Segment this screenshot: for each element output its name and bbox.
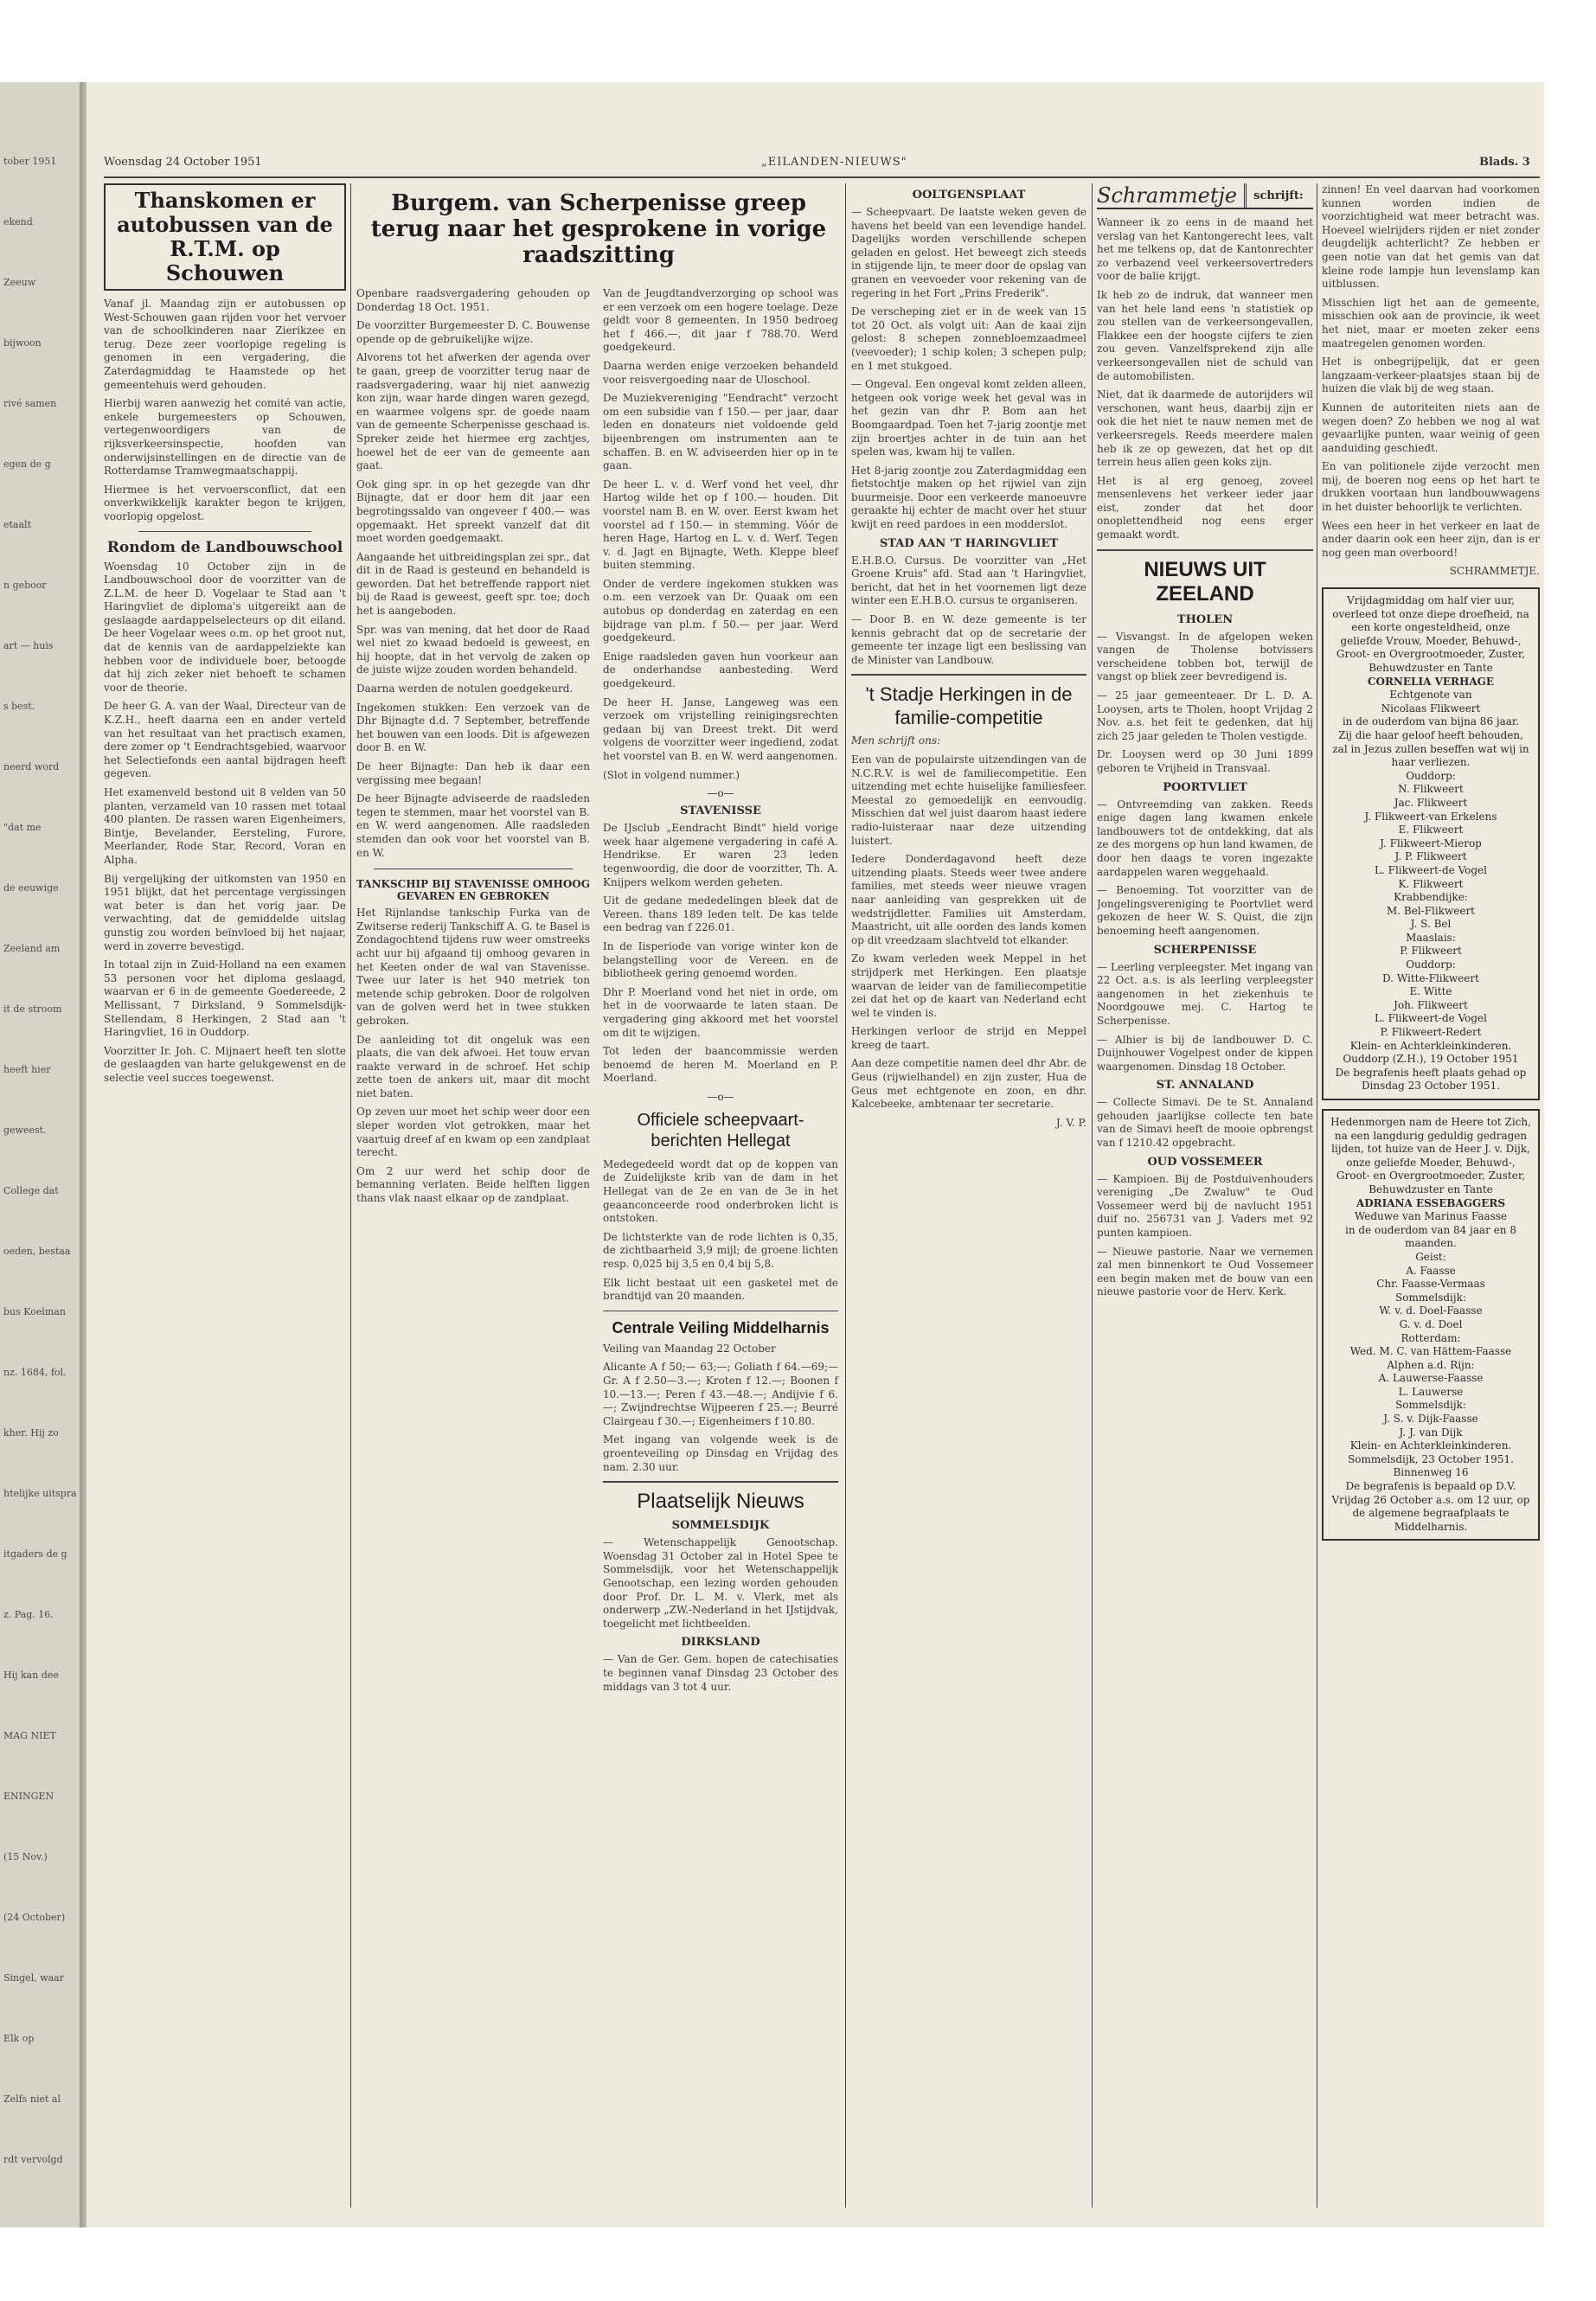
header-date: Woensdag 24 October 1951 bbox=[104, 156, 262, 169]
notice-line: W. v. d. Doel-Faasse bbox=[1379, 1304, 1483, 1317]
notice-line: Sommelsdijk, 23 October 1951. bbox=[1348, 1452, 1514, 1465]
edge-text-fragment: bijwoon bbox=[3, 337, 42, 349]
poortvliet-body bbox=[1097, 798, 1313, 939]
article-paragraph: Daarna werden de notulen goedgekeurd. bbox=[356, 683, 574, 695]
edge-text-fragment: etaalt bbox=[3, 519, 31, 530]
notice-line: De begrafenis heeft plaats gehad op Dinsdag 23 October 1951. bbox=[1335, 1066, 1527, 1093]
column-rule bbox=[1092, 183, 1093, 2208]
notice-line: Echtgenote van bbox=[1389, 689, 1472, 702]
edge-text-fragment: bus Koelman bbox=[3, 1306, 66, 1317]
article-paragraph: Ik heb zo de indruk, dat wanneer men van het hele land eens 'n statistiek op zou stellen van de verkeersongevallen, Flakkee een der hoogste cijfers te zien zou geven. Vanzelfsprekend zijn alle verkeersongevallen niet de schuld van de automobilisten. bbox=[1097, 288, 1313, 382]
article-paragraph: Aan deze competitie namen deel dhr Abr. de Geus (rijwielhandel) en zijn zuster, Hua de Geus met echtgenote en zoon, en dhr. Kalcebeeke, ambtenaar ter secretarie. bbox=[851, 1057, 1086, 1111]
article-paragraph: — Door B. en W. deze gemeente is ter kennis gebracht dat op de secretarie der gemeente ter inzage ligt een beslissing van de Minister van Landbouw. bbox=[851, 613, 1086, 666]
notice-line: G. v. d. Doel bbox=[1399, 1317, 1463, 1330]
article-paragraph: Iedere Donderdagavond heeft deze uitzending plaats. Steeds weer twee andere families, met steeds weer nieuwe vragen naar aanleiding van gesprekken uit de wedstrijdletter. Families uit Amsterdam, Maastricht, uit alle oorden des lands komen op dit vreedzaam slachtveld tot elkander. bbox=[851, 853, 1086, 946]
article-paragraph: Op zeven uur moet het schip weer door een sleper worden vlot getrokken, maar het vaartuig dreef af en kwam op een zandplaat terecht. bbox=[356, 1106, 590, 1159]
stad-heading: STAD AAN 'T HARINGVLIET bbox=[879, 536, 1059, 550]
article-paragraph: Dhr P. Moerland vond het niet in orde, om het in de voorwaarde te laten staan. De vergadering ging akkoord met het voorstel om dit te wijzigen. bbox=[603, 985, 838, 1039]
section-divider bbox=[603, 1481, 838, 1483]
edge-text-fragment: Zelfs niet al bbox=[3, 2093, 61, 2105]
article-paragraph: Spr. was van mening, dat het door de Raad wel niet zo kwaad bedoeld is geweest, en hij hoopte, dat in het vervolg de zaken op de juiste wijze zouden worden behandeld. bbox=[356, 623, 590, 676]
notice-line: Klein- en Achterkleinkinderen. bbox=[1349, 1039, 1512, 1052]
article-paragraph: En van politionele zijde verzocht men mij, de boeren nog eens op het hart te drukken voortaan hun landbouwwagens in het duister behoorlijk te verlichten. bbox=[1322, 460, 1540, 514]
notice-line: N. Flikweert bbox=[1398, 783, 1464, 796]
notice-line: Binnenweg 16 bbox=[1393, 1466, 1469, 1479]
column-5 bbox=[1322, 183, 1540, 2208]
veiling-headline: Centrale Veiling Middelharnis bbox=[612, 1318, 830, 1336]
landbouwschool-headline: Rondom de Landbouwschool bbox=[106, 538, 343, 556]
notice-line: Ouddorp (Z.H.), 19 October 1951 bbox=[1343, 1053, 1519, 1066]
notice-line: Jac. Flikweert bbox=[1394, 796, 1468, 809]
edge-text-fragment: Elk op bbox=[3, 2033, 35, 2044]
article-paragraph: De heer H. Janse, Langeweg was een verzoek om vrijstelling reinigingsrechten gedaan bij van Dreest trekt. Dit werd volgens de voorzitter weer ingediend, zodat het voorstel van B. en W. werd aangenomen. bbox=[603, 695, 838, 762]
article-paragraph: Niet, dat ik daarmede de autorijders wil verschonen, want heus, daarbij zijn er ook die het niet te nauw nemen met de verkeersregels. Reeds meerdere malen heb ik ze op gewezen, dat het op dit terrein heus allen geen koks zijn. bbox=[1097, 388, 1313, 469]
article-paragraph: Woensdag 10 October zijn in de Landbouwschool door de voorzitter van de Z.L.M. de heer D. Vogelaar te Stad aan 't Haringvliet de diploma's uitgereikt aan de geslaagde aardappelselecteurs op dit eiland. De heer Vogelaar wees o.m. op het groot nut, dat de kennis van de aardappelziekte kan hebben voor de individuele boer, betoogde dat hij zich zeker niet behoeft te schamen voor de theorie. bbox=[104, 560, 346, 694]
article-paragraph: — Visvangst. In de afgelopen weken vangen de Tholense botvissers verscheidene tobben bot, terwijl de vangst op bliek zeer bevredigend is. bbox=[1097, 630, 1313, 683]
article-paragraph: — Benoeming. Tot voorzitter van de Jongelingsvereniging te Poortvliet werd gekozen de heer W. S. Quist, die zijn benoeming heeft aangenomen. bbox=[1097, 884, 1313, 937]
edge-text-fragment: art — huis bbox=[3, 640, 54, 651]
separator: —o— bbox=[707, 787, 734, 800]
schrammetje-title: Schrammetje bbox=[1097, 183, 1247, 208]
notice-line: Zij die haar geloof heeft behouden, zal in Jezus zullen beseffen wat wij in haar verliezen. bbox=[1332, 728, 1529, 769]
rtm-headline: Thanskomen er autobussen van de R.T.M. op Schouwen bbox=[117, 188, 333, 285]
article-paragraph: Om 2 uur werd het schip door de bemanning verlaten. Beide helften liggen thans vlak naast elkaar op de zandplaat. bbox=[356, 1164, 590, 1205]
notice-line: A. Lauwerse-Faasse bbox=[1378, 1372, 1484, 1385]
article-paragraph: Dr. Looysen werd op 30 Juni 1899 geboren te Vrijheid in Transvaal. bbox=[1097, 748, 1313, 774]
article-paragraph: De Muziekvereniging "Eendracht" verzocht om een subsidie van f 150.— per jaar, daar leden en donateurs niet voldoende geld bijeenbrengen om instrumenten aan te schaffen. B. en W. adviseerden hier op in te gaan. bbox=[603, 392, 838, 472]
oltgensplaat-heading: OOLTGENSPLAAT bbox=[912, 189, 1026, 202]
edge-text-fragment: s best. bbox=[3, 701, 35, 712]
column-2 bbox=[356, 183, 841, 2208]
family-byline: Men schrijft ons: bbox=[851, 734, 941, 747]
article-paragraph: Enige raadsleden gaven hun voorkeur aan de onderhandse aanbesteding. Werd goedgekeurd. bbox=[603, 650, 838, 690]
article-paragraph: Tot leden der baancommissie werden benoemd de heren M. Moerland en P. Moerland. bbox=[603, 1045, 838, 1085]
veiling-line: Alicante A f 50;— 63;—; Goliath f 64.—69;— Gr. A f 2.50—3.—; Kroten f 12.—; Boonen f 10.—13.—; Peren f 43.—48.—; Andijvie f 6.—; Zwijndrechtse Wijpeeren f 25.—; Beurré Clairgeau f 30.—; Eigenheimers f 10.80. bbox=[603, 1361, 838, 1427]
article-paragraph: De verscheping ziet er in de week van 15 tot 20 Oct. als volgt uit: Aan de kaai zijn gelost: 8 schepen zonnebloemzaadmeel (veevoeder); 1 schip kolen; 3 schepen pulp; en 1 met stukgoed. bbox=[851, 305, 1086, 372]
notice-line: Sommelsdijk: bbox=[1395, 1399, 1466, 1412]
article-paragraph: Het is al erg genoeg, zoveel mensenlevens het verkeer ieder jaar eist, zonder dat het door onoplettendheid nog eens erger gemaakt wordt. bbox=[1097, 474, 1313, 542]
edge-text-fragment: MAG NIET bbox=[3, 1730, 56, 1741]
article-paragraph: — Collecte Simavi. De te St. Annaland gehouden jaarlijkse collecte ten bate van de Simavi heeft de mooie opbrengst van f 1210.42 opgebracht. bbox=[1097, 1096, 1313, 1150]
article-paragraph: Elk licht bestaat uit een gasketel met de brandtijd van 20 maanden. bbox=[603, 1276, 838, 1303]
dirksland-heading: DIRKSLAND bbox=[681, 1636, 760, 1650]
notice-line: in de ouderdom van 84 jaar en 8 maanden. bbox=[1345, 1223, 1516, 1250]
vossemeer-heading: OUD VOSSEMEER bbox=[1147, 1155, 1263, 1169]
header-page-number: Blads. 3 bbox=[1479, 156, 1530, 169]
article-paragraph: De heer Bijnagte adviseerde de raadsleden tegen te stemmen, maar het voorstel van B. en W. werd aangenomen. Alle raadsleden stemden dan ook voor het voorstel van B. en W. bbox=[356, 792, 590, 859]
header-rule bbox=[104, 176, 1540, 178]
notice-line: M. Bel-Flikweert bbox=[1386, 904, 1476, 917]
separator: —o— bbox=[707, 1090, 734, 1103]
article-paragraph: Voorzitter Ir. Joh. C. Mijnaert heeft ten slotte de geslaagden van harte gelukgewenst en de selectie veel succes toegewenst. bbox=[104, 1044, 346, 1084]
article-paragraph: Wees een heer in het verkeer en laat de ander daarin ook een heer zijn, dan is er nog geen man overboord! bbox=[1322, 519, 1540, 559]
edge-text-fragment: itgaders de g bbox=[3, 1548, 67, 1560]
column-2a bbox=[356, 287, 590, 1211]
article-paragraph: — Ontvreemding van zakken. Reeds enige dagen lang kwamen enkele landbouwers tot de ontdekking, dat als ze des morgens op hun land kwamen, de door hen daags te voren ingezakte aardappelen waren weggehaald. bbox=[1097, 798, 1313, 878]
notice-line: J. Flikweert-Mierop bbox=[1380, 836, 1482, 849]
notice-line: Krabbendijke: bbox=[1394, 891, 1468, 904]
notice-line: Chr. Faasse-Vermaas bbox=[1376, 1278, 1485, 1291]
edge-text-fragment: de eeuwige bbox=[3, 882, 59, 894]
veiling-line: Met ingang van volgende week is de groenteveiling op Dinsdag en Vrijdag des nam. 2.30 uur. bbox=[603, 1433, 838, 1473]
article-paragraph: Vanaf jl. Maandag zijn er autobussen op West-Schouwen gaan rijden voor het vervoer van de schoolkinderen naar Zierikzee en terug. Deze zeer voorlopige regeling is genomen in een vergadering, die Zaterdagmiddag te Haamstede op het gemeentehuis werd gehouden. bbox=[104, 298, 346, 391]
notice-line: J. P. Flikweert bbox=[1394, 850, 1467, 863]
notice-line: Ouddorp: bbox=[1406, 769, 1456, 782]
article-paragraph: Het examenveld bestond uit 8 velden van 50 planten, verzameld van 10 rassen met totaal 400 planten. De rassen waren Eigenheimers, Bintje, Bevelander, Eersteling, Furore, Meerlander, Rode Star, Record, Voran en Alpha. bbox=[104, 786, 346, 866]
article-paragraph: In de Iisperiode van vorige winter kon de belangstelling voor de Vereen. en de bibliotheek gering genoemd worden. bbox=[603, 939, 838, 980]
article-paragraph: — Nieuwe pastorie. Naar we vernemen zal men binnenkort te Oud Vossemeer een begin maken met de bouw van een nieuwe pastorie voor de Herv. Kerk. bbox=[1097, 1245, 1313, 1298]
column-rule bbox=[845, 183, 846, 2208]
article-paragraph: — Van de Ger. Gem. hopen de catechisaties te beginnen vanaf Dinsdag 23 October des middags van 3 tot 4 uur. bbox=[603, 1653, 838, 1693]
notice-line: J. S. v. Dijk-Faasse bbox=[1383, 1413, 1478, 1426]
article-paragraph: De heer Bijnagte: Dan heb ik daar een vergissing mee begaan! bbox=[356, 760, 590, 786]
article-paragraph: Aangaande het uitbreidingsplan zei spr., dat dit in de Raad is gesteund en behandeld is geworden. Dat het betreffende rapport niet bij de Raad is geweest, geeft spr. toe; doch het is aangeboden. bbox=[356, 550, 590, 618]
notice-line: K. Flikweert bbox=[1398, 877, 1464, 890]
stavenisse-heading: STAVENISSE bbox=[680, 804, 761, 818]
sommelsdijk-heading: SOMMELSDIJK bbox=[671, 1519, 770, 1533]
notice-line: Joh. Flikweert bbox=[1394, 998, 1468, 1011]
edge-text-fragment: Hij kan dee bbox=[3, 1670, 59, 1681]
family-competitie-headline: 't Stadje Herkingen in de familie-competitie bbox=[865, 683, 1073, 729]
article-paragraph: Een van de populairste uitzendingen van de N.C.R.V. is wel de familiecompetitie. Een uitzending met echte huiselijke familiesfeer. Meestal zo gemoedelijk en eenvoudig. Misschien dat wel juist daarom haast iedere radio-luisteraar naar deze uitzending luistert. bbox=[851, 753, 1086, 847]
annaland-heading: ST. ANNALAND bbox=[1156, 1079, 1254, 1093]
left-page-edge bbox=[0, 82, 87, 2227]
notice-line: L. Flikweert-de Vogel bbox=[1375, 863, 1487, 876]
section-divider bbox=[374, 868, 573, 869]
article-paragraph: Het is onbegrijpelijk, dat er geen langzaam-verkeer-plaatsjes staan bij de huizen die vlak bij de weg staan. bbox=[1322, 356, 1540, 395]
scherpenisse-heading: SCHERPENISSE bbox=[1153, 943, 1257, 957]
edge-text-fragment: Zeeuw bbox=[3, 277, 36, 288]
schrammetje-label: schrijft: bbox=[1253, 189, 1304, 202]
edge-text-fragment: nz. 1684, fol. bbox=[3, 1367, 67, 1378]
plaatselijk-headline: Plaatselijk Nieuws bbox=[637, 1490, 804, 1514]
edge-text-fragment: htelijke uitspra bbox=[3, 1488, 77, 1499]
notice-line: J. Flikweert-van Erkelens bbox=[1364, 810, 1497, 823]
edge-text-fragment: z. Pag. 16. bbox=[3, 1609, 54, 1620]
schrammetje-signature: SCHRAMMETJE. bbox=[1449, 565, 1540, 578]
article-paragraph: Kunnen de autoriteiten niets aan de wegen doen? Zo hebben we nog al wat gevaarlijke punten, waar weinig of geen aanduiding geschiedt. bbox=[1322, 401, 1540, 454]
article-paragraph: E.H.B.O. Cursus. De voorzitter van „Het Groene Kruis" afd. Stad aan 't Haringvliet, bericht, dat het in het voornemen ligt deze winter een E.H.B.O. cursus te organiseren. bbox=[851, 554, 1086, 607]
poortvliet-heading: POORTVLIET bbox=[1163, 780, 1247, 794]
notice-line: E. Witte bbox=[1409, 985, 1452, 998]
rtm-article-body bbox=[104, 298, 346, 524]
veiling-body bbox=[603, 1343, 838, 1474]
notice-line: Maaslais: bbox=[1406, 931, 1456, 944]
scherpenisse-body bbox=[1097, 961, 1313, 1074]
article-paragraph: De lichtsterkte van de rode lichten is 0,35, de zichtbaarheid 3,9 mijl; de groene lichten resp. 0,025 bij 3,5 en 0,4 bij 5,8. bbox=[603, 1230, 838, 1271]
article-paragraph: Onder de verdere ingekomen stukken was o.m. een verzoek van Dr. Quaak om een autobus op donderdag en zaterdag en een bijdrage van pl.m. f 50.— per jaar. Werd goedgekeurd. bbox=[603, 577, 838, 644]
edge-text-fragment: ENINGEN bbox=[3, 1791, 54, 1802]
notice-line: Ouddorp: bbox=[1406, 958, 1456, 971]
notice-line: Hedenmorgen nam de Heere tot Zich, na een langdurig geduldig gedragen lijden, tot huize van de Heer J. v. Dijk, onze geliefde Moeder, Behuwd-, Groot- en Overgrootmoeder, Zuster, Behuwdzuster en Tante bbox=[1330, 1116, 1531, 1195]
section-divider bbox=[1097, 549, 1313, 551]
edge-text-fragment: n geboor bbox=[3, 580, 47, 591]
family-signature: J. V. P. bbox=[1055, 1116, 1086, 1129]
edge-text-fragment: it de stroom bbox=[3, 1003, 62, 1015]
notice-line: Wed. M. C. van Hättem-Faasse bbox=[1349, 1345, 1512, 1358]
raadsvergadering-body-b bbox=[603, 287, 838, 782]
dirksland-body bbox=[603, 1653, 838, 1694]
notice-line: E. Flikweert bbox=[1398, 824, 1464, 836]
nieuws-uit-zeeland-headline: NIEUWS UIT ZEELAND bbox=[1144, 557, 1266, 606]
column-4 bbox=[1097, 183, 1313, 2208]
vossemeer-body bbox=[1097, 1173, 1313, 1299]
article-paragraph: De heer L. v. d. Werf vond het veel, dhr Hartog wilde het op f 100.— houden. Dit voorstel nam B. en W. over. Eerst kwam het voorstel ad f 150.— in stemming. Vóór de heren Hage, Hartog en L. v. d. Werf. Tegen v. d. Jagt en Bijnagte, Weth. Kleppe bleef buiten stemming. bbox=[603, 478, 838, 572]
scheepvaart-headline: Officiele scheepvaart-berichten Hellegat bbox=[637, 1110, 804, 1150]
death-notice-verhage bbox=[1322, 587, 1540, 1100]
article-paragraph: Misschien ligt het aan de gemeente, misschien ook aan de provincie, ik weet het niet, maar er moeten zeker eens maatregelen genomen worden. bbox=[1322, 296, 1540, 349]
article-paragraph: Wanneer ik zo eens in de maand het verslag van het Kantongerecht lees, valt het me telkens op, dat de Kantonrechter zo verbazend veel verkeersovertreders voor de balie krijgt. bbox=[1097, 216, 1313, 283]
notice-line: Sommelsdijk: bbox=[1395, 1291, 1466, 1304]
article-paragraph: Het 8-jarig zoontje zou Zaterdagmiddag een fietstochtje maken op het rijwiel van zijn buurmeisje. Door een verkeerde manoeuvre geraakte hij echter de macht over het stuur kwijt en reed pardoes in een modderslot. bbox=[851, 464, 1086, 531]
column-3 bbox=[851, 183, 1086, 2208]
article-paragraph: — Ongeval. Een ongeval komt zelden alleen, hetgeen ook vorige week het geval was in het gezin van dhr P. Bom aan het Boomgaardpad. Toen het 7-jarig zoontje met zijn broertjes achter in de tuin aan het spelen was, kwam hij te vallen. bbox=[851, 378, 1086, 458]
oltgensplaat-body bbox=[851, 206, 1086, 532]
annaland-body bbox=[1097, 1096, 1313, 1150]
article-paragraph: Uit de gedane mededelingen bleek dat de Vereen. thans 189 leden telt. De kas telde een bedrag van f 226.01. bbox=[603, 894, 838, 934]
notice-line: Nicolaas Flikweert bbox=[1381, 702, 1481, 715]
edge-text-fragment: neerd word bbox=[3, 761, 60, 772]
scherpenisse-headline: Burgem. van Scherpenisse greep terug naar het gesprokene in vorige raadszitting bbox=[370, 190, 827, 268]
article-paragraph: Hiermee is het vervoersconflict, dat een onverkwikkelijk karakter begon te krijgen, voorlopig opgelost. bbox=[104, 483, 346, 522]
article-paragraph: — Scheepvaart. De laatste weken geven de havens het beeld van een levendige handel. Dagelijks worden verschillende schepen geladen en gelost. Het beweegt zich steeds in stijgende lijn, te meer door de opslag van granen en veevoeder voor rekening van de regering in het Fort „Prins Frederik". bbox=[851, 206, 1086, 299]
article-paragraph: Alvorens tot het afwerken der agenda over te gaan, greep de voorzitter terug naar de raadsvergadering, waar hij niet aanwezig kon zijn, waar harde dingen waren gezegd, en waarmee volgens spr. de goede naam van de gemeente Scherpenisse geschaad is. Spreker zeide het hiermee erg zachtjes, hoewel het de eer van de gemeente aan gaat. bbox=[356, 351, 590, 472]
article-paragraph: Het Rijnlandse tankschip Furka van de Zwitserse rederij Tankschiff A. G. te Basel is Zondagochtend tijdens ruw weer omstreeks acht uur bij afgaand tij omhoog gevaren in het Keeten onder de wal van Stavenisse. Twee uur later is het 940 metriek ton metende schip gebroken. Door de rolgolven van de golven werd het in twee stukken gebroken. bbox=[356, 907, 590, 1027]
schrammetje-header bbox=[1097, 183, 1313, 209]
notice-line: Rotterdam: bbox=[1401, 1331, 1461, 1344]
notice-line: in de ouderdom van bijna 86 jaar. bbox=[1342, 715, 1520, 728]
scheepvaart-body bbox=[603, 1158, 838, 1304]
schrammetje-body bbox=[1097, 216, 1313, 542]
notice-line: L. Flikweert-de Vogel bbox=[1375, 1012, 1487, 1025]
edge-text-fragment: geweest. bbox=[3, 1125, 47, 1136]
section-divider bbox=[851, 674, 1086, 676]
edge-text-fragment: ekend bbox=[3, 216, 33, 228]
column-2b bbox=[603, 287, 838, 1699]
edge-text-fragment: College dat bbox=[3, 1185, 59, 1196]
article-paragraph: Hierbij waren aanwezig het comité van actie, enkele burgemeesters op Schouwen, vertegenwoordigers van de rijksverkeersinspectie, hoofden van onderwijsinstellingen en de directie van de Rotterdamse Tramwegmaatschappij. bbox=[104, 397, 346, 478]
stad-body bbox=[851, 554, 1086, 668]
notice-line: Weduwe van Marinus Faasse bbox=[1354, 1210, 1508, 1223]
edge-text-fragment: heeft hier bbox=[3, 1064, 51, 1075]
column-1 bbox=[104, 183, 346, 2208]
death-notice-essebaggers bbox=[1322, 1109, 1540, 1541]
notice-line: P. Flikweert bbox=[1400, 945, 1462, 958]
family-competitie-body bbox=[851, 753, 1086, 1112]
edge-text-fragment: Singel, waar bbox=[3, 1972, 64, 1984]
notice-line: J. J. van Dijk bbox=[1399, 1426, 1463, 1439]
article-paragraph: Zo kwam verleden week Meppel in het strijdperk met Herkingen. Een plaatsje waarvan de leider van de familiecompetitie zei dat het op de kaart van Nederland echt wel te vinden is. bbox=[851, 952, 1086, 1019]
tanker-article-body bbox=[356, 907, 590, 1205]
edge-text-fragment: Zeeland am bbox=[3, 943, 61, 954]
notice-line: ADRIANA ESSEBAGGERS bbox=[1356, 1196, 1506, 1209]
article-paragraph: Herkingen verloor de strijd en Meppel kreeg de taart. bbox=[851, 1025, 1086, 1051]
stavenisse-body bbox=[603, 822, 838, 1086]
page-header bbox=[104, 156, 1530, 175]
edge-text-fragment: egen de g bbox=[3, 458, 51, 470]
article-paragraph: Bij vergelijking der uitkomsten van 1950 en 1951 blijkt, dat het percentage vergissingen wat beter is dan het vorig jaar. De verwachting, dat de gemiddelde uitslag gunstig zou worden beïnvloed bij het najaar, werd in zoverre bevestigd. bbox=[104, 872, 346, 952]
article-paragraph: Ook ging spr. in op het gezegde van dhr Bijnagte, dat er door hem dit jaar een begrotingssaldo van ongeveer f 400.— was opgemaakt. Het spreekt vanzelf dat dit moet worden goedgemaakt. bbox=[356, 478, 590, 545]
edge-text-fragment: tober 1951 bbox=[3, 156, 57, 167]
notice-line: A. Faasse bbox=[1406, 1264, 1456, 1277]
rtm-headline-box bbox=[104, 183, 346, 291]
notice-line: P. Flikweert-Redert bbox=[1380, 1026, 1482, 1039]
article-paragraph: De heer G. A. van der Waal, Directeur van de K.Z.H., heeft daarna een en ander verteld van het resultaat van het practisch examen, dere zomer op 't Eendrachtsgebied, waarvoor het Selectiefonds een aantal bijdragen heeft gegeven. bbox=[104, 700, 346, 780]
article-paragraph: Van de Jeugdtandverzorging op school was er een verzoek om een hogere toelage. Deze geldt voor 8 gemeenten. In 1950 bedroeg het f 466.—, dit jaar f 788.70. Werd goedgekeurd. bbox=[603, 287, 838, 354]
header-paper-name: „EILANDEN-NIEUWS" bbox=[761, 156, 907, 169]
notice-line: J. S. Bel bbox=[1410, 918, 1452, 931]
sommelsdijk-body bbox=[603, 1536, 838, 1631]
article-paragraph: — Alhier is bij de landbouwer D. C. Duijnhouwer Vogelpest onder de kippen waargenomen. Dinsdag 18 October. bbox=[1097, 1033, 1313, 1073]
edge-text-fragment: kher. Hij zo bbox=[3, 1427, 59, 1439]
notice-line: Klein- en Achterkleinkinderen. bbox=[1349, 1439, 1512, 1452]
article-paragraph: (Slot in volgend nummer.) bbox=[603, 768, 740, 781]
article-paragraph: — Kampioen. Bij de Postduivenhouders vereniging „De Zwaluw" te Oud Vossemeer werd bij de navlucht 1951 duif no. 256731 van J. Vaders met 92 punten kampioen. bbox=[1097, 1172, 1313, 1240]
article-paragraph: Openbare raadsvergadering gehouden op Donderdag 18 Oct. 1951. bbox=[356, 287, 590, 313]
notice-line: L. Lauwerse bbox=[1398, 1385, 1464, 1398]
tholen-heading: THOLEN bbox=[1176, 612, 1234, 626]
notice-line: Vrijdagmiddag om half vier uur, overleed tot onze diepe droefheid, na een korte ongesteldheid, onze geliefde Vrouw, Moeder, Behuwd-, Groot- en Overgrootmoeder, Zuster, Behuwdzuster en Tante bbox=[1332, 594, 1529, 674]
landbouwschool-article-body bbox=[104, 561, 346, 1086]
tholen-body bbox=[1097, 631, 1313, 776]
article-paragraph: Ingekomen stukken: Een verzoek van de Dhr Bijnagte d.d. 7 September, betreffende het bouwen van een loods. Dit is afgewezen door B. en W. bbox=[356, 701, 590, 754]
article-paragraph: — Wetenschappelijk Genootschap. Woensdag 31 October zal in Hotel Spee te Sommelsdijk, voor het Wetenschappelijk Genootschap, een lezing worden gehouden door Prof. Dr. L. M. v. Vlerk, met als onderwerp „ZW.-Nederland in het IJstijdvak, toegelicht met lichtbeelden. bbox=[603, 1536, 838, 1630]
article-paragraph: De IJsclub „Eendracht Bindt" hield vorige week haar algemene vergadering in café A. Hendrikse. Er waren 23 leden tegenwoordig, die door de voorzitter, Th. A. Knijpers welkom werden geheten. bbox=[603, 822, 838, 888]
column-rule bbox=[350, 183, 351, 2208]
article-paragraph: Medegedeeld wordt dat op de koppen van de Zuidelijkste krib van de dam in het Hellegat van de 2e en van de 3e in het geaanconceerde rood onderbroken licht is ontstoken. bbox=[603, 1157, 838, 1225]
section-divider bbox=[138, 531, 311, 532]
edge-text-fragment: oeden, bestaa bbox=[3, 1246, 71, 1257]
article-paragraph: zinnen! En veel daarvan had voorkomen kunnen worden indien de voorzichtigheid wat meer betracht was. Hoeveel wielrijders rijden er niet zonder deugdelijk achterlicht? Ze hebben er geen notie van dat het gemis van dat kleine rode lampje hun levenslamp kan uitblussen. bbox=[1322, 183, 1540, 291]
veiling-line: Veiling van Maandag 22 October bbox=[603, 1342, 776, 1355]
edge-text-fragment: rdt vervolgd bbox=[3, 2154, 63, 2165]
notice-line: Geist: bbox=[1415, 1250, 1446, 1263]
article-paragraph: — Leerling verpleegster. Met ingang van 22 Oct. a.s. is als leerling verpleegster aangenomen in het ziekenhuis te Noordgouwe mej. C. Hartog te Scherpenisse. bbox=[1097, 960, 1313, 1027]
article-paragraph: In totaal zijn in Zuid-Holland na een examen 53 personen voor het diploma geslaagd, waarvan er 6 in de gemeente Goedereede, 2 Mellissant, 7 Dirksland, 9 Sommelsdijk-Stellendam, 8 Herkingen, 2 Stad aan 't Haringvliet, 16 in Ouddorp. bbox=[104, 958, 346, 1039]
edge-text-fragment: rivé samen bbox=[3, 398, 57, 409]
edge-text-fragment: (24 October) bbox=[3, 1912, 66, 1923]
article-paragraph: Daarna werden enige verzoeken behandeld voor reisvergoeding naar de Uloschool. bbox=[603, 359, 838, 386]
notice-line: CORNELIA VERHAGE bbox=[1367, 675, 1495, 688]
notice-line: De begrafenis is bepaald op D.V. Vrijdag 26 October a.s. om 12 uur, op de algemene begraafplaats te Middelharnis. bbox=[1331, 1480, 1530, 1533]
edge-text-fragment: (15 Nov.) bbox=[3, 1851, 48, 1862]
raadsvergadering-body-a bbox=[356, 287, 590, 860]
schrammetje-continued bbox=[1322, 183, 1540, 560]
notice-line: D. Witte-Flikweert bbox=[1382, 971, 1479, 984]
article-paragraph: — 25 jaar gemeenteaer. Dr L. D. A. Looysen, arts te Tholen, hoopt Vrijdag 2 Nov. a.s. het feit te gedenken, dat hij zich 25 jaar geleden te Tholen vestigde. bbox=[1097, 689, 1313, 742]
edge-text-fragment: "dat me bbox=[3, 822, 42, 833]
tanker-headline: TANKSCHIP BIJ STAVENISSE OMHOOG GEVAREN EN GEBROKEN bbox=[356, 878, 590, 903]
notice-line: Alphen a.d. Rijn: bbox=[1387, 1358, 1475, 1371]
article-paragraph: De aanleiding tot dit ongeluk was een plaats, die van dek afwoei. Het touw ervan raakte verward in de schroef. Het schip zette toen de ankers uit, maar dit mocht niet baten. bbox=[356, 1033, 590, 1099]
article-paragraph: De voorzitter Burgemeester D. C. Bouwense opende op de gebruikelijke wijze. bbox=[356, 319, 590, 345]
